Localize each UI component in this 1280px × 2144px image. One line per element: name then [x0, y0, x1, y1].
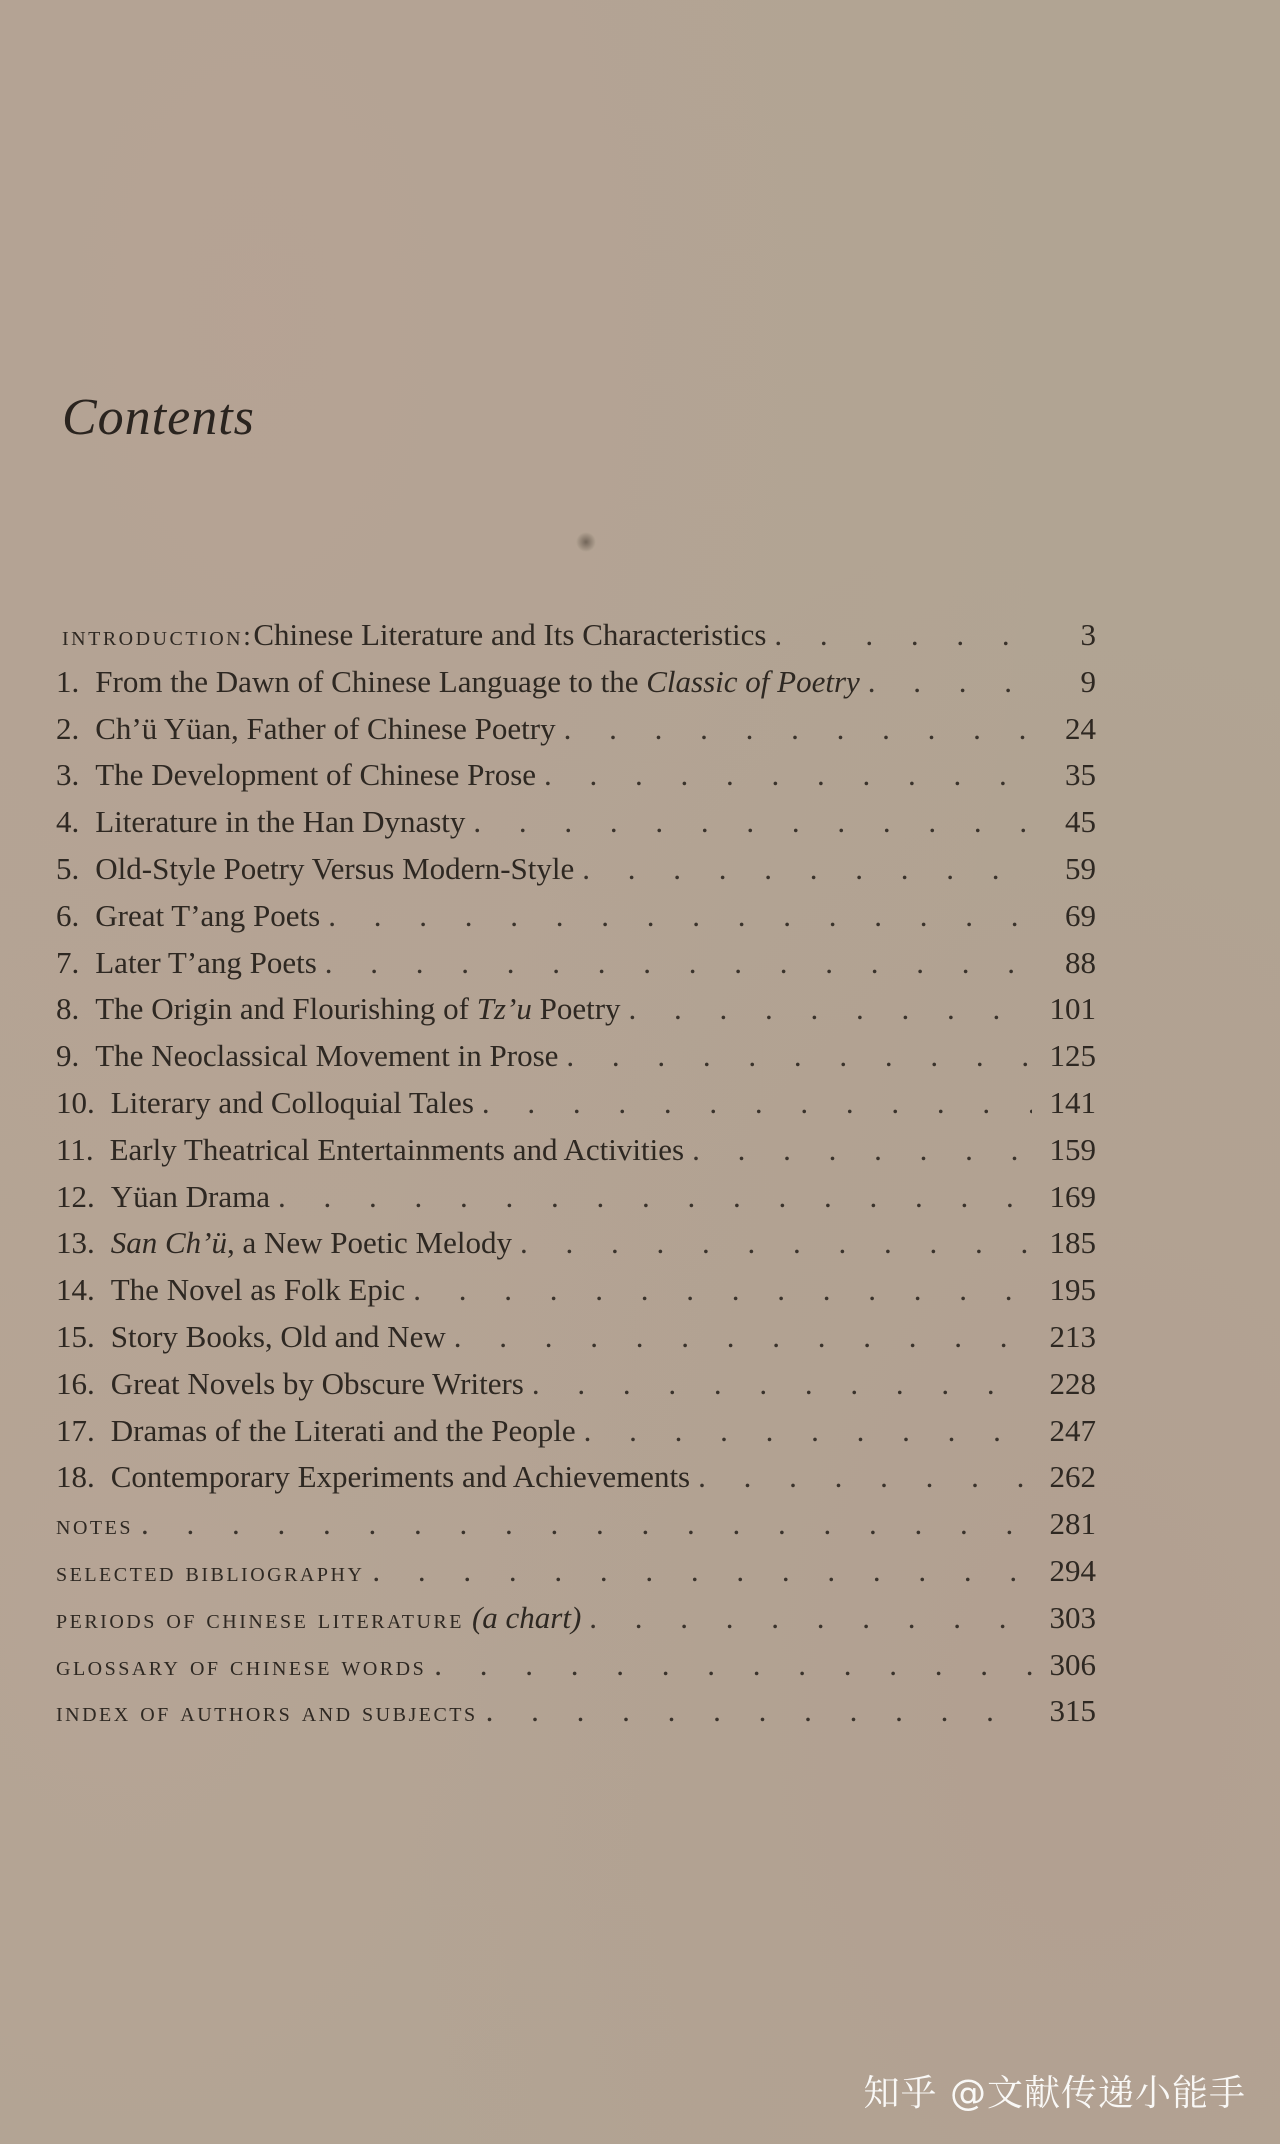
- entry-title-text: , a New Poetic Melody: [227, 1225, 512, 1261]
- page-number: 281: [1049, 1506, 1096, 1542]
- page-number: 247: [1049, 1412, 1096, 1448]
- entry-title-text: The Neoclassical Movement in Prose: [95, 1038, 559, 1074]
- entry-title-text: Poetry: [531, 991, 621, 1027]
- entry-title-text: Yüan Drama: [110, 1178, 270, 1214]
- entry-title: [99, 1454, 690, 1501]
- entry-title: [83, 986, 620, 1033]
- chapter-number: 16.: [56, 1365, 95, 1401]
- dot-leader: [278, 1174, 1032, 1221]
- page-number: 88: [1065, 944, 1096, 980]
- entry-title: [83, 893, 320, 940]
- entry-title-text: glossary of chinese words: [56, 1650, 427, 1682]
- dot-leader: [325, 940, 1032, 987]
- ink-smudge: [576, 532, 596, 552]
- page-number: 306: [1049, 1646, 1096, 1682]
- toc-chapter-entry: [56, 1033, 1096, 1080]
- page-number: 24: [1065, 710, 1096, 746]
- entry-title-text: Ch’ü Yüan, Father of Chinese Poetry: [95, 710, 556, 746]
- chapter-number: 8.: [56, 991, 80, 1027]
- entry-title: [99, 1408, 576, 1455]
- page-number: 141: [1049, 1084, 1096, 1120]
- dot-leader: [520, 1220, 1032, 1267]
- entry-title-text: Later T’ang Poets: [95, 944, 317, 980]
- entry-title: [83, 846, 574, 893]
- entry-title: [83, 940, 317, 987]
- toc-back-matter-entry: [56, 1548, 1096, 1595]
- toc-chapter-entry: [56, 1220, 1096, 1267]
- entry-title-text: Old-Style Poetry Versus Modern-Style: [95, 850, 575, 886]
- dot-leader: [774, 612, 1032, 659]
- toc-chapter-entry: [56, 1454, 1096, 1501]
- entry-title: [83, 659, 860, 706]
- dot-leader: [482, 1080, 1032, 1127]
- toc-chapter-entry: [56, 986, 1096, 1033]
- chapter-number: 1.: [56, 663, 80, 699]
- page-number: 213: [1049, 1318, 1096, 1354]
- entry-title: [56, 612, 766, 661]
- chapter-number: 2.: [56, 710, 80, 746]
- entry-prefix: introduction:: [62, 621, 254, 652]
- page-number: 101: [1049, 991, 1096, 1027]
- entry-title-italic: (a chart): [471, 1599, 582, 1635]
- entry-title-text: index of authors and subjects: [56, 1697, 478, 1729]
- toc-chapter-entry: [56, 1080, 1096, 1127]
- entry-title-text: Early Theatrical Entertainments and Activities: [109, 1131, 685, 1167]
- entry-title: [56, 1642, 426, 1691]
- page-number: 59: [1065, 850, 1096, 886]
- dot-leader: [564, 706, 1032, 753]
- page-number: 159: [1049, 1131, 1096, 1167]
- entry-title-text: Dramas of the Literati and the People: [110, 1412, 576, 1448]
- watermark: 知乎 @文献传递小能手: [863, 2073, 1246, 2114]
- chapter-number: 18.: [56, 1459, 95, 1495]
- entry-title: [99, 1267, 405, 1314]
- entry-title: [83, 706, 555, 753]
- toc-chapter-entry: [56, 1314, 1096, 1361]
- toc-back-matter-entry: [56, 1642, 1096, 1689]
- entry-title-text: notes: [56, 1510, 133, 1542]
- toc-chapter-entry: [56, 1267, 1096, 1314]
- chapter-number: 9.: [56, 1038, 80, 1074]
- dot-leader: [584, 1408, 1032, 1455]
- page-number: 195: [1049, 1272, 1096, 1308]
- toc-chapter-entry: [56, 1127, 1096, 1174]
- entry-title-text: Literature in the Han Dynasty: [95, 804, 466, 840]
- entry-title-text: The Novel as Folk Epic: [110, 1272, 406, 1308]
- toc-chapter-entry: [56, 846, 1096, 893]
- page-number: 228: [1049, 1365, 1096, 1401]
- entry-title-text: Great T’ang Poets: [95, 897, 321, 933]
- entry-title: [56, 1688, 478, 1737]
- page-number: 303: [1049, 1599, 1096, 1635]
- chapter-number: 17.: [56, 1412, 95, 1448]
- entry-title: [83, 752, 536, 799]
- entry-title-text: From the Dawn of Chinese Language to the: [95, 663, 647, 699]
- page-number: 45: [1065, 804, 1096, 840]
- entry-title: [98, 1127, 684, 1174]
- entry-title-italic: Tz’u: [476, 991, 532, 1027]
- toc-chapter-entry: [56, 706, 1096, 753]
- dot-leader: [868, 659, 1032, 706]
- entry-title-italic: San Ch’ü: [110, 1225, 227, 1261]
- entry-title-text: The Development of Chinese Prose: [95, 757, 537, 793]
- dot-leader: [454, 1314, 1032, 1361]
- entry-title: [99, 1080, 474, 1127]
- toc-chapter-entry: [56, 1361, 1096, 1408]
- toc-back-matter-entry: [56, 1501, 1096, 1548]
- chapter-number: 7.: [56, 944, 80, 980]
- dot-leader: [629, 986, 1032, 1033]
- page-number: 169: [1049, 1178, 1096, 1214]
- dot-leader: [413, 1267, 1032, 1314]
- entry-title-text: Literary and Colloquial Tales: [110, 1084, 474, 1120]
- entry-title: [99, 1361, 524, 1408]
- page-number: 3: [1080, 617, 1096, 652]
- dot-leader: [589, 1595, 1032, 1642]
- entry-title: [99, 1220, 512, 1267]
- dot-leader: [328, 893, 1032, 940]
- chapter-number: 10.: [56, 1084, 95, 1120]
- entry-title: [56, 1548, 364, 1597]
- dot-leader: [473, 799, 1032, 846]
- page-number: 294: [1049, 1552, 1096, 1588]
- dot-leader: [532, 1361, 1032, 1408]
- entry-title: [99, 1174, 270, 1221]
- page-number: 262: [1049, 1459, 1096, 1495]
- entry-title: [56, 1501, 133, 1550]
- entry-title-italic: Classic of Poetry: [646, 663, 860, 699]
- toc-back-matter-entry: [56, 1688, 1096, 1735]
- entry-title: [83, 1033, 558, 1080]
- chapter-number: 14.: [56, 1272, 95, 1308]
- entry-title: [56, 1595, 581, 1644]
- dot-leader: [544, 752, 1032, 799]
- entry-title: [83, 799, 465, 846]
- toc-introduction-entry: [56, 612, 1096, 659]
- dot-leader: [434, 1642, 1032, 1689]
- page-number: 69: [1065, 897, 1096, 933]
- dot-leader: [698, 1454, 1032, 1501]
- chapter-number: 5.: [56, 850, 80, 886]
- toc-chapter-entry: [56, 799, 1096, 846]
- entry-title-text: Chinese Literature and Its Characteristics: [253, 617, 767, 652]
- toc-chapter-entry: [56, 893, 1096, 940]
- dot-leader: [372, 1548, 1032, 1595]
- toc-back-matter-entry: [56, 1595, 1096, 1642]
- chapter-number: 6.: [56, 897, 80, 933]
- entry-title-text: Contemporary Experiments and Achievements: [110, 1459, 691, 1495]
- chapter-number: 13.: [56, 1225, 95, 1261]
- dot-leader: [141, 1501, 1032, 1548]
- toc-chapter-entry: [56, 1174, 1096, 1221]
- chapter-number: 3.: [56, 757, 80, 793]
- dot-leader: [582, 846, 1032, 893]
- toc-chapter-entry: [56, 940, 1096, 987]
- entry-title: [99, 1314, 446, 1361]
- dot-leader: [486, 1688, 1032, 1735]
- chapter-number: 4.: [56, 804, 80, 840]
- toc-chapter-entry: [56, 752, 1096, 799]
- page-number: 315: [1049, 1693, 1096, 1729]
- page-title: Contents: [62, 389, 255, 446]
- entry-title-text: The Origin and Flourishing of: [95, 991, 477, 1027]
- entry-title-text: Great Novels by Obscure Writers: [110, 1365, 524, 1401]
- entry-title-text: Story Books, Old and New: [110, 1318, 446, 1354]
- toc-chapter-entry: [56, 1408, 1096, 1455]
- chapter-number: 11.: [56, 1131, 94, 1167]
- page-number: 125: [1049, 1038, 1096, 1074]
- chapter-number: 15.: [56, 1318, 95, 1354]
- page-number: 9: [1080, 663, 1096, 699]
- table-of-contents: [56, 612, 1096, 1735]
- chapter-number: 12.: [56, 1178, 95, 1214]
- dot-leader: [692, 1127, 1032, 1174]
- toc-chapter-entry: [56, 659, 1096, 706]
- dot-leader: [566, 1033, 1032, 1080]
- page-number: 185: [1049, 1225, 1096, 1261]
- entry-title-text: selected bibliography: [56, 1556, 365, 1588]
- page-number: 35: [1065, 757, 1096, 793]
- entry-title-text: periods of chinese literature: [56, 1603, 464, 1635]
